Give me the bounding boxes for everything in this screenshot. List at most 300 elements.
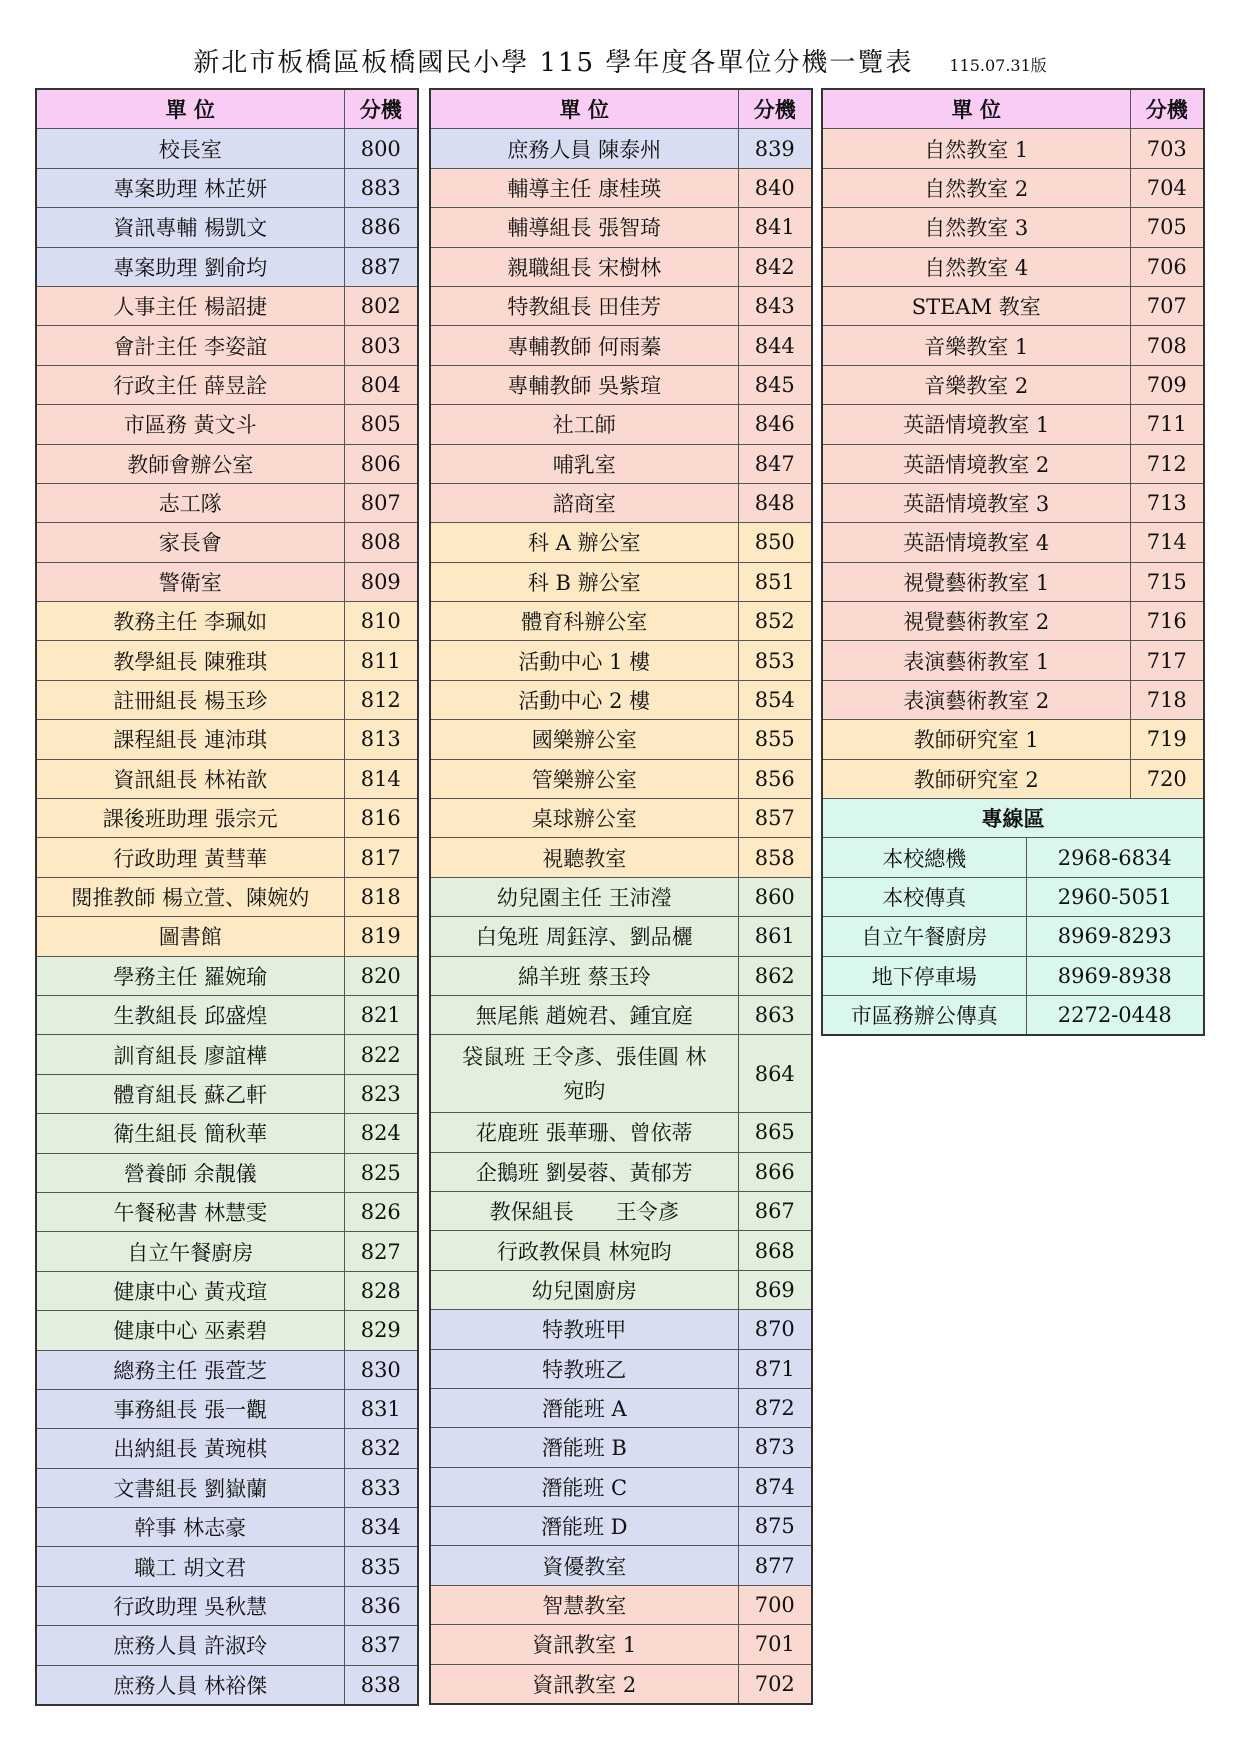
page-title: 新北市板橋區板橋國民小學 115 學年度各單位分機一覽表: [193, 48, 914, 78]
table-row: [36, 877, 418, 916]
unit-name-cell: 庶務人員 林裕傑: [36, 1665, 344, 1705]
table-row: [36, 326, 418, 365]
extension-cell: 853: [738, 641, 812, 680]
extension-cell: 705: [1130, 208, 1204, 247]
table-row: [430, 483, 812, 522]
unit-name-cell: 閱推教師 楊立萱、陳婉妁: [36, 877, 344, 916]
unit-name-cell: 自然教室 2: [822, 168, 1130, 207]
table-row: [822, 286, 1204, 325]
table-row: [36, 1232, 418, 1271]
unit-name-cell: 自立午餐廚房: [36, 1232, 344, 1271]
extension-cell: 851: [738, 562, 812, 601]
unit-name-cell: 資訊專輔 楊凱文: [36, 208, 344, 247]
extension-cell: 810: [344, 602, 418, 641]
table-row: [430, 1191, 812, 1230]
hotline-name-cell: 地下停車場: [822, 956, 1026, 995]
extension-cell: 817: [344, 838, 418, 877]
table-row: [822, 208, 1204, 247]
table-row: [36, 1192, 418, 1231]
table-row: [822, 641, 1204, 680]
extension-cell: 843: [738, 286, 812, 325]
extension-cell: 834: [344, 1508, 418, 1547]
extension-cell: 883: [344, 168, 418, 207]
unit-name-cell: 行政助理 黃彗華: [36, 838, 344, 877]
table-row: [430, 1349, 812, 1388]
unit-name-cell: 活動中心 1 樓: [430, 641, 738, 680]
unit-name-cell: 親職組長 宋樹林: [430, 247, 738, 286]
extension-cell: 825: [344, 1153, 418, 1192]
extension-cell: 873: [738, 1428, 812, 1467]
unit-name-cell: 無尾熊 趙婉君、鍾宜庭: [430, 995, 738, 1034]
unit-name-cell: 生教組長 邱盛煌: [36, 995, 344, 1034]
table-row: [36, 1074, 418, 1113]
unit-name-cell: 自然教室 1: [822, 129, 1130, 168]
extension-cell: 858: [738, 838, 812, 877]
extension-cell: 712: [1130, 444, 1204, 483]
unit-name-cell: 圖書館: [36, 917, 344, 956]
table-row: [36, 483, 418, 522]
unit-name-cell: 資訊教室 1: [430, 1625, 738, 1664]
table-row: [430, 326, 812, 365]
table-row: [36, 1468, 418, 1507]
unit-name-cell: 英語情境教室 2: [822, 444, 1130, 483]
table-row: [430, 1585, 812, 1624]
unit-name-cell: 自然教室 4: [822, 247, 1130, 286]
extension-cell: 870: [738, 1310, 812, 1349]
extension-cell: 821: [344, 995, 418, 1034]
extension-cell: 863: [738, 995, 812, 1034]
unit-name-cell: 英語情境教室 4: [822, 523, 1130, 562]
unit-name-cell: 健康中心 巫素碧: [36, 1311, 344, 1350]
table-row: [430, 1546, 812, 1585]
table-row: [36, 1626, 418, 1665]
hotline-row: [822, 995, 1204, 1035]
extension-cell: 868: [738, 1231, 812, 1270]
table-row: [822, 168, 1204, 207]
unit-name-cell: 行政主任 薛昱詮: [36, 365, 344, 404]
extension-cell: 860: [738, 877, 812, 916]
extension-cell: 839: [738, 129, 812, 168]
unit-name-cell: 哺乳室: [430, 444, 738, 483]
extension-cell: 832: [344, 1429, 418, 1468]
unit-header: 單 位: [430, 89, 738, 129]
table-row: [822, 326, 1204, 365]
table-row: [430, 247, 812, 286]
unit-name-cell: 潛能班 A: [430, 1388, 738, 1427]
hotline-row: [822, 838, 1204, 877]
extension-cell: 854: [738, 680, 812, 719]
table-row: [430, 799, 812, 838]
unit-name-cell: 諮商室: [430, 483, 738, 522]
unit-name-cell: 特教組長 田佳芳: [430, 286, 738, 325]
hotline-title: 專線區: [822, 799, 1204, 838]
unit-name-cell: 資訊教室 2: [430, 1664, 738, 1704]
extension-cell: 835: [344, 1547, 418, 1586]
table-row: [822, 720, 1204, 759]
table-row: [430, 405, 812, 444]
table-row: [822, 523, 1204, 562]
unit-name-cell: 輔導主任 康桂瑛: [430, 168, 738, 207]
table-row: [822, 562, 1204, 601]
unit-name-cell: 幹事 林志豪: [36, 1508, 344, 1547]
hotline-name-cell: 市區務辦公傳真: [822, 995, 1026, 1035]
table-row: [36, 1586, 418, 1625]
unit-name-cell: 註冊組長 楊玉珍: [36, 680, 344, 719]
hotline-row: [822, 917, 1204, 956]
extension-cell: 706: [1130, 247, 1204, 286]
hotline-number-cell: 2968-6834: [1026, 838, 1204, 877]
extension-cell: 857: [738, 799, 812, 838]
table-row: [36, 562, 418, 601]
table-row: [36, 1547, 418, 1586]
extension-cell: 718: [1130, 680, 1204, 719]
unit-name-cell: 表演藝術教室 1: [822, 641, 1130, 680]
extension-cell: 720: [1130, 759, 1204, 798]
unit-name-cell: 庶務人員 陳泰州: [430, 129, 738, 168]
table-row: [36, 1114, 418, 1153]
unit-name-cell: 特教班乙: [430, 1349, 738, 1388]
extension-cell: 701: [738, 1625, 812, 1664]
unit-name-cell: 資優教室: [430, 1546, 738, 1585]
unit-name-cell: 課後班助理 張宗元: [36, 799, 344, 838]
extension-cell: 717: [1130, 641, 1204, 680]
hotline-name-cell: 自立午餐廚房: [822, 917, 1026, 956]
unit-name-cell: 文書組長 劉嶽蘭: [36, 1468, 344, 1507]
unit-name-cell: 科 A 辦公室: [430, 523, 738, 562]
table-row: [36, 995, 418, 1034]
unit-name-cell: 企鵝班 劉晏蓉、黃郁芳: [430, 1152, 738, 1191]
extension-cell: 709: [1130, 365, 1204, 404]
unit-name-cell: 總務主任 張萓芝: [36, 1350, 344, 1389]
table-row: [36, 286, 418, 325]
unit-name-cell: 校長室: [36, 129, 344, 168]
table-row: [822, 129, 1204, 168]
table-row: [36, 956, 418, 995]
table-row: [430, 641, 812, 680]
unit-name-cell: 國樂辦公室: [430, 720, 738, 759]
unit-name-cell: 視覺藝術教室 1: [822, 562, 1130, 601]
table-row: [36, 1311, 418, 1350]
unit-name-cell: 教學組長 陳雅琪: [36, 641, 344, 680]
unit-name-cell: 白兔班 周鈺淳、劉品欐: [430, 917, 738, 956]
page-title-row: [0, 42, 1240, 79]
unit-name-cell: 管樂辦公室: [430, 759, 738, 798]
extension-cell: 814: [344, 759, 418, 798]
table-row: [36, 1350, 418, 1389]
hotline-header-row: [822, 799, 1204, 838]
unit-name-cell: 音樂教室 1: [822, 326, 1130, 365]
extension-cell: 711: [1130, 405, 1204, 444]
extension-cell: 841: [738, 208, 812, 247]
extension-cell: 845: [738, 365, 812, 404]
extension-cell: 704: [1130, 168, 1204, 207]
ext-header: 分機: [344, 89, 418, 129]
table-row: [36, 1508, 418, 1547]
unit-name-cell: 教務主任 李珮如: [36, 602, 344, 641]
extension-cell: 837: [344, 1626, 418, 1665]
unit-name-cell: 營養師 余靚儀: [36, 1153, 344, 1192]
unit-name-cell: 花鹿班 張華珊、曾依蒂: [430, 1113, 738, 1152]
table-row: [430, 562, 812, 601]
extension-cell: 703: [1130, 129, 1204, 168]
unit-name-cell: 專案助理 劉俞均: [36, 247, 344, 286]
hotline-row: [822, 877, 1204, 916]
unit-name-cell: 資訊組長 林祐歆: [36, 759, 344, 798]
table-row: [430, 168, 812, 207]
table-row: [36, 1389, 418, 1428]
unit-header: 單 位: [36, 89, 344, 129]
unit-name-cell: 教師研究室 2: [822, 759, 1130, 798]
unit-name-cell: 幼兒園廚房: [430, 1270, 738, 1309]
table-row: [430, 1113, 812, 1152]
hotline-name-cell: 本校傳真: [822, 877, 1026, 916]
extension-cell: 823: [344, 1074, 418, 1113]
table-row: [430, 956, 812, 995]
unit-name-cell: 專案助理 林芷妍: [36, 168, 344, 207]
unit-name-cell: 家長會: [36, 523, 344, 562]
unit-name-cell: 訓育組長 廖誼樺: [36, 1035, 344, 1074]
extension-cell: 877: [738, 1546, 812, 1585]
unit-name-cell: 體育組長 蘇乙軒: [36, 1074, 344, 1113]
unit-name-cell: 輔導組長 張智琦: [430, 208, 738, 247]
extension-cell: 806: [344, 444, 418, 483]
extension-cell: 820: [344, 956, 418, 995]
extension-cell: 819: [344, 917, 418, 956]
unit-name-cell: 袋鼠班 王令彥、張佳圓 林宛昀: [430, 1035, 738, 1113]
table-row: [430, 680, 812, 719]
table-row: [430, 759, 812, 798]
hotline-name-cell: 本校總機: [822, 838, 1026, 877]
extension-table-2: [429, 88, 813, 1705]
extension-cell: 818: [344, 877, 418, 916]
hotline-number-cell: 8969-8293: [1026, 917, 1204, 956]
table-row: [430, 1664, 812, 1704]
extension-cell: 700: [738, 1585, 812, 1624]
table-row: [430, 1152, 812, 1191]
table-row: [36, 444, 418, 483]
unit-name-cell: STEAM 教室: [822, 286, 1130, 325]
hotline-number-cell: 2960-5051: [1026, 877, 1204, 916]
extension-cell: 807: [344, 483, 418, 522]
table-row: [430, 838, 812, 877]
extension-cell: 715: [1130, 562, 1204, 601]
unit-name-cell: 英語情境教室 3: [822, 483, 1130, 522]
table-row: [430, 1270, 812, 1309]
table-row: [430, 444, 812, 483]
unit-name-cell: 健康中心 黃戎瑄: [36, 1271, 344, 1310]
extension-cell: 822: [344, 1035, 418, 1074]
table-row: [36, 602, 418, 641]
unit-name-cell: 教師會辦公室: [36, 444, 344, 483]
extension-cell: 809: [344, 562, 418, 601]
extension-cell: 813: [344, 720, 418, 759]
header-row: [36, 89, 418, 129]
ext-header: 分機: [1130, 89, 1204, 129]
table-row: [430, 1625, 812, 1664]
extension-cell: 713: [1130, 483, 1204, 522]
extension-cell: 869: [738, 1270, 812, 1309]
table-row: [430, 1507, 812, 1546]
table-row: [36, 641, 418, 680]
unit-name-cell: 綿羊班 蔡玉玲: [430, 956, 738, 995]
extension-cell: 838: [344, 1665, 418, 1705]
extension-cell: 874: [738, 1467, 812, 1506]
unit-name-cell: 市區務 黃文斗: [36, 405, 344, 444]
extension-cell: 805: [344, 405, 418, 444]
table-row: [430, 720, 812, 759]
unit-name-cell: 視覺藝術教室 2: [822, 602, 1130, 641]
table-row: [430, 877, 812, 916]
extension-cell: 848: [738, 483, 812, 522]
table-row: [430, 1428, 812, 1467]
extension-cell: 831: [344, 1389, 418, 1428]
extension-cell: 871: [738, 1349, 812, 1388]
header-row: [430, 89, 812, 129]
table-row: [430, 1467, 812, 1506]
unit-name-cell: 專輔教師 吳紫瑄: [430, 365, 738, 404]
unit-name-cell: 職工 胡文君: [36, 1547, 344, 1586]
unit-name-cell: 庶務人員 許淑玲: [36, 1626, 344, 1665]
extension-cell: 829: [344, 1311, 418, 1350]
extension-cell: 804: [344, 365, 418, 404]
table-row: [36, 1665, 418, 1705]
table-row: [36, 405, 418, 444]
table-row: [36, 799, 418, 838]
unit-name-cell: 科 B 辦公室: [430, 562, 738, 601]
extension-cell: 886: [344, 208, 418, 247]
hotline-number-cell: 2272-0448: [1026, 995, 1204, 1035]
extension-cell: 702: [738, 1664, 812, 1704]
table-row: [822, 365, 1204, 404]
extension-table-1: [35, 88, 419, 1706]
table-row: [36, 208, 418, 247]
table-row: [36, 1429, 418, 1468]
extension-cell: 864: [738, 1035, 812, 1113]
table-row: [36, 1153, 418, 1192]
table-row: [430, 1035, 812, 1113]
table-row: [36, 720, 418, 759]
extension-cell: 811: [344, 641, 418, 680]
table-row: [822, 247, 1204, 286]
extension-cell: 833: [344, 1468, 418, 1507]
table-row: [430, 1388, 812, 1427]
extension-cell: 872: [738, 1388, 812, 1427]
extension-cell: 708: [1130, 326, 1204, 365]
extension-cell: 850: [738, 523, 812, 562]
extension-cell: 866: [738, 1152, 812, 1191]
unit-name-cell: 自然教室 3: [822, 208, 1130, 247]
version-label: 115.07.31版: [949, 56, 1047, 75]
table-row: [430, 286, 812, 325]
extension-table-3: [821, 88, 1205, 1036]
unit-name-cell: 志工隊: [36, 483, 344, 522]
extension-cell: 803: [344, 326, 418, 365]
table-row: [430, 129, 812, 168]
table-row: [36, 838, 418, 877]
unit-name-cell: 午餐秘書 林慧雯: [36, 1192, 344, 1231]
table-row: [36, 680, 418, 719]
unit-name-cell: 表演藝術教室 2: [822, 680, 1130, 719]
extension-cell: 852: [738, 602, 812, 641]
extension-cell: 714: [1130, 523, 1204, 562]
unit-name-cell: 體育科辦公室: [430, 602, 738, 641]
table-row: [430, 1310, 812, 1349]
table-row: [36, 168, 418, 207]
unit-name-cell: 社工師: [430, 405, 738, 444]
table-row: [430, 602, 812, 641]
unit-name-cell: 專輔教師 何雨蓁: [430, 326, 738, 365]
unit-name-cell: 桌球辦公室: [430, 799, 738, 838]
table-row: [430, 1231, 812, 1270]
unit-name-cell: 人事主任 楊詔捷: [36, 286, 344, 325]
extension-cell: 836: [344, 1586, 418, 1625]
unit-name-cell: 潛能班 C: [430, 1467, 738, 1506]
table-row: [822, 444, 1204, 483]
table-row: [430, 917, 812, 956]
extension-cell: 842: [738, 247, 812, 286]
extension-cell: 826: [344, 1192, 418, 1231]
unit-name-cell: 事務組長 張一觀: [36, 1389, 344, 1428]
extension-cell: 824: [344, 1114, 418, 1153]
hotline-row: [822, 956, 1204, 995]
extension-cell: 808: [344, 523, 418, 562]
unit-name-cell: 英語情境教室 1: [822, 405, 1130, 444]
unit-name-cell: 幼兒園主任 王沛瀅: [430, 877, 738, 916]
extension-cell: 812: [344, 680, 418, 719]
extension-cell: 716: [1130, 602, 1204, 641]
unit-name-cell: 視聽教室: [430, 838, 738, 877]
table-row: [822, 405, 1204, 444]
table-row: [36, 523, 418, 562]
table-row: [822, 759, 1204, 798]
extension-cell: 816: [344, 799, 418, 838]
unit-name-cell: 活動中心 2 樓: [430, 680, 738, 719]
table-row: [36, 365, 418, 404]
extension-cell: 875: [738, 1507, 812, 1546]
extension-cell: 802: [344, 286, 418, 325]
extension-cell: 847: [738, 444, 812, 483]
unit-name-cell: 課程組長 連沛琪: [36, 720, 344, 759]
table-row: [36, 1271, 418, 1310]
unit-name-cell: 智慧教室: [430, 1585, 738, 1624]
unit-name-cell: 音樂教室 2: [822, 365, 1130, 404]
ext-header: 分機: [738, 89, 812, 129]
table-row: [822, 602, 1204, 641]
extension-cell: 707: [1130, 286, 1204, 325]
hotline-number-cell: 8969-8938: [1026, 956, 1204, 995]
extension-cell: 867: [738, 1191, 812, 1230]
extension-cell: 827: [344, 1232, 418, 1271]
table-row: [822, 483, 1204, 522]
table-row: [430, 995, 812, 1034]
extension-cell: 856: [738, 759, 812, 798]
extension-cell: 828: [344, 1271, 418, 1310]
table-row: [36, 759, 418, 798]
table-row: [430, 365, 812, 404]
unit-name-cell: 教師研究室 1: [822, 720, 1130, 759]
extension-cell: 865: [738, 1113, 812, 1152]
extension-cell: 862: [738, 956, 812, 995]
table-row: [36, 1035, 418, 1074]
extension-cell: 846: [738, 405, 812, 444]
unit-name-cell: 衛生組長 簡秋華: [36, 1114, 344, 1153]
unit-name-cell: 出納組長 黃琬棋: [36, 1429, 344, 1468]
table-row: [36, 917, 418, 956]
unit-name-cell: 教保組長 王令彥: [430, 1191, 738, 1230]
unit-name-cell: 會計主任 李姿誼: [36, 326, 344, 365]
extension-cell: 800: [344, 129, 418, 168]
table-row: [430, 523, 812, 562]
